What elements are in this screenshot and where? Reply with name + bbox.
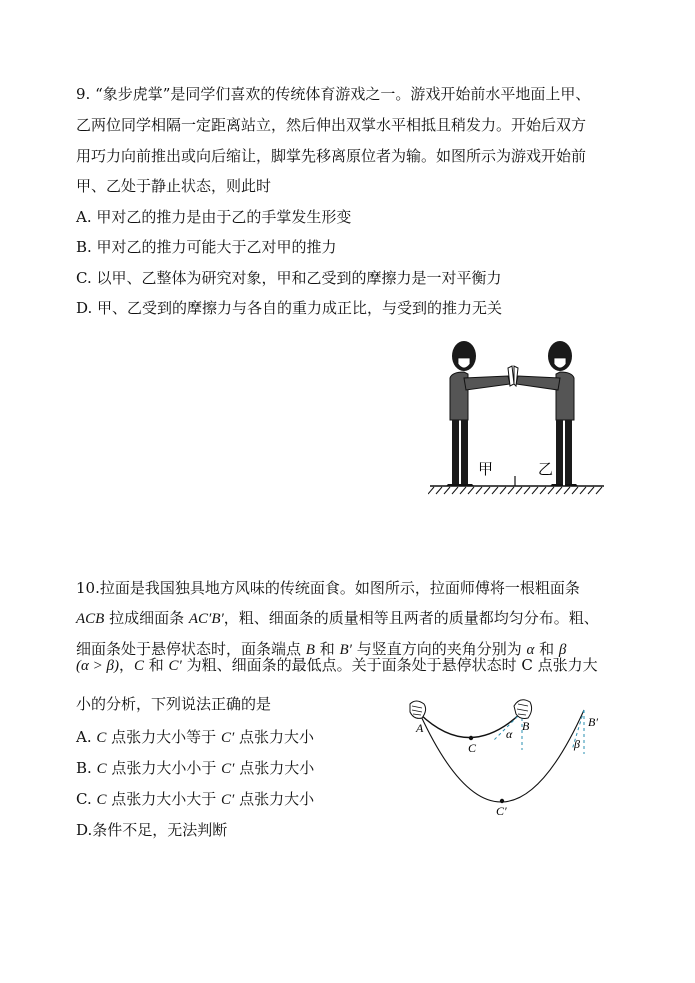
q9-option-a: A. 甲对乙的推力是由于乙的手掌发生形变	[76, 208, 352, 226]
point-b-prime-label: B′	[588, 715, 598, 729]
point-a-label: A	[416, 721, 424, 735]
q10-stem-line-4: (α > β)，C 和 C′ 为粗、细面条的最低点。关于面条处于悬停状态时 C 点张力大	[76, 656, 598, 674]
point-c-label: C	[468, 741, 477, 755]
q9-stem-line-3: 用巧力向前推出或向后缩让，脚掌先移离原位者为输。如图所示为游戏开始前	[76, 147, 587, 165]
q10-stem-line-5: 小的分析，下列说法正确的是	[76, 695, 272, 713]
label-jia: 甲	[478, 462, 494, 478]
left-hand-icon	[410, 701, 426, 718]
q9-option-b: B. 甲对乙的推力可能大于乙对甲的推力	[76, 238, 337, 256]
q9-stem-line-4: 甲、乙处于静止状态，则此时	[76, 177, 272, 195]
q10-stem-line-3: 细面条处于悬停状态时，面条端点 B 和 B′ 与竖直方向的夹角分别为 α 和 β	[76, 640, 567, 658]
angle-alpha-label: α	[506, 727, 513, 741]
q10-option-b: B. C 点张力大小小于 C′ 点张力大小	[76, 759, 315, 777]
label-yi: 乙	[538, 462, 554, 478]
q9-stem-line-1: 9. “象步虎掌”是同学们喜欢的传统体育游戏之一。游戏开始前水平地面上甲、	[76, 85, 591, 103]
q10-figure-noodle-strands	[402, 692, 612, 817]
q9-option-c: C. 以甲、乙整体为研究对象，甲和乙受到的摩擦力是一对平衡力	[76, 269, 502, 287]
q10-stem-line-2: ACB 拉成细面条 AC′B′，粗、细面条的质量相等且两者的质量都均匀分布。粗、	[76, 609, 599, 627]
point-b-label: B	[522, 719, 530, 733]
right-hand-icon	[514, 700, 532, 719]
q10-option-d: D.条件不足，无法判断	[76, 821, 228, 839]
q10-stem-line-1: 10.拉面是我国独具地方风味的传统面食。如图所示，拉面师傅将一根粗面条	[76, 579, 580, 597]
q10-option-a: A. C 点张力大小等于 C′ 点张力大小	[76, 728, 315, 746]
q10-option-c: C. C 点张力大小大于 C′ 点张力大小	[76, 790, 315, 808]
point-c-prime-label: C′	[496, 804, 507, 817]
q9-figure-two-students-pushing	[428, 338, 608, 496]
q9-stem-line-2: 乙两位同学相隔一定距离站立，然后伸出双掌水平相抵且稍发力。开始后双方	[76, 116, 587, 134]
q9-option-d: D. 甲、乙受到的摩擦力与各自的重力成正比，与受到的推力无关	[76, 299, 503, 317]
angle-beta-label: β	[574, 737, 580, 751]
